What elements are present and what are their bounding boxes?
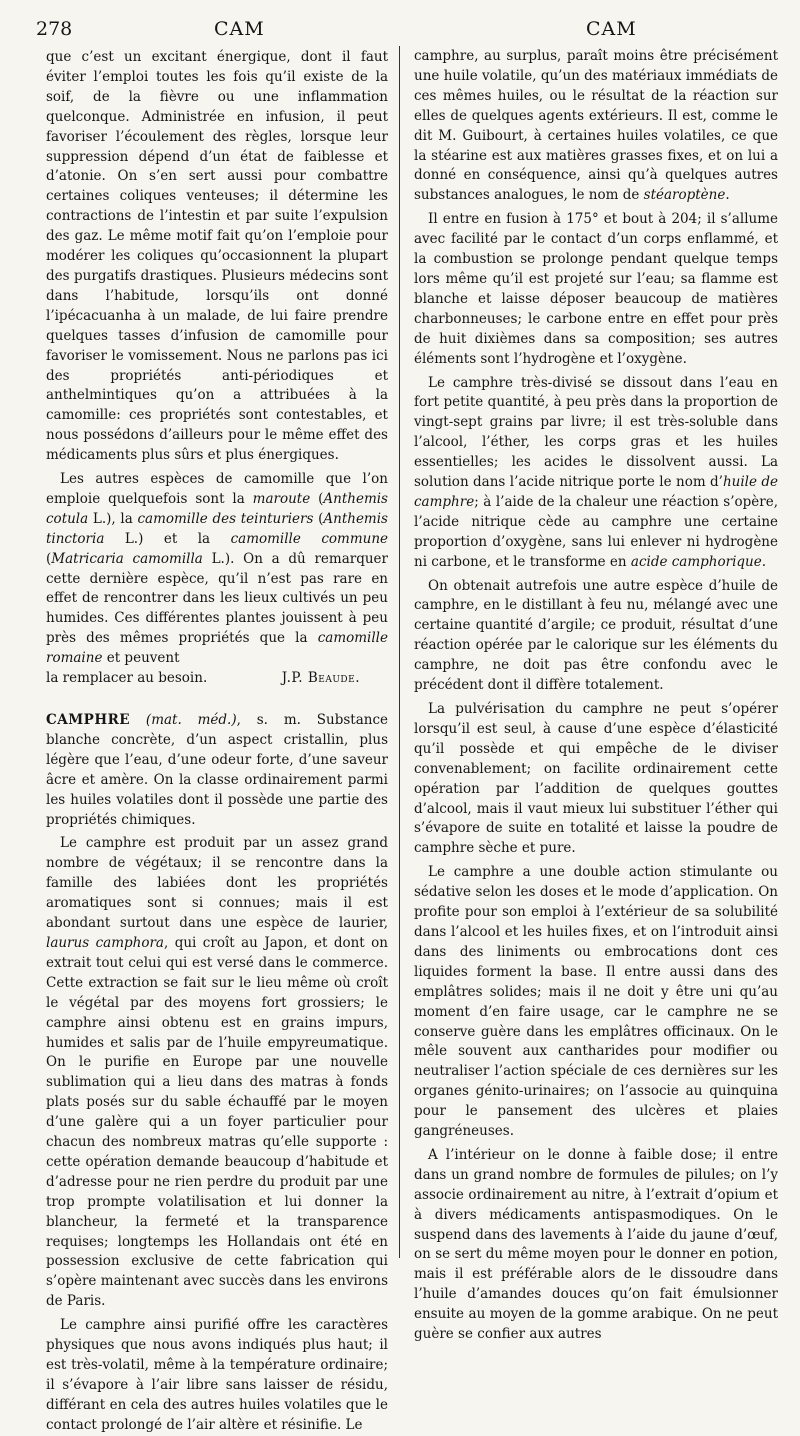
entry-headword: CAMPHRE [46, 712, 131, 728]
paragraph: Le camphre est produit par un assez grand nombre de végétaux; il se rencontre dans la famille des labiées dont les propriétés aromatiques sont si connues; mais il est abondant surtout dans une espèce de laurier, laurus camphora, qui croît au Japon, et dont on extrait tout celui qui est versé dans le commerce. Cette extraction se fait sur le lieu même où croît le végétal par des moyens fort grossiers; le camphre ainsi obtenu est en grains impurs, humides et salis par de l’huile empyreumatique. On le purifie en Europe par une nouvelle sublimation qui a lieu dans des matras à fonds plats posés sur du sable échauffé par le moyen d’une galère qui a un foyer particulier pour chacun des nombreux matras qu’elle supporte : cette opération demande beaucoup d’habitude et d’adresse pour ne rien perdre du produit par une trop prompte volatilisation et lui donner la blancheur, la fermeté et la transparence requises; longtemps les Hollandais ont été en possession exclusive de cette fabrication qui s’opère maintenant avec succès dans les environs de Paris. [46, 835, 388, 1310]
left-column [46, 48, 388, 1436]
paragraph: A l’intérieur on le donne à faible dose; il entre dans un grand nombre de formules de pilules; on l’y associe ordinairement au nitre, à l’extrait d’opium et à divers médicaments antispasmodiques. On le suspend dans des lavements à l’aide du jaune d’œuf, on se sert du même moyen pour le donner en potion, mais il est préférable alors de le dissoudre dans l’huile d’amandes douces qu’on fait émulsionner ensuite au moyen de la gomme arabique. On ne peut guère se confier aux autres [414, 1146, 778, 1343]
signature-line: la remplacer au besoin. J.P. Beaude. [46, 669, 388, 689]
paragraph: La pulvérisation du camphre ne peut s’opérer lorsqu’il est seul, à cause d’une espèce d’élasticité qu’il possède et qui empêche de le diviser convenablement; on facilite ordinairement cette opération par l’addition de quelques gouttes d’alcool, mais il vaut mieux lui substituer l’éther qui s’évapore de suite en totalité et laisse la poudre de camphre sèche et pure. [414, 701, 778, 857]
right-column [414, 47, 778, 1345]
entry-camphre: CAMPHRE (mat. méd.), s. m. Substance blanche concrète, d’un aspect cristallin, plus légère que l’eau, d’une odeur forte, d’une saveur âcre et amère. On la classe ordinairement parmi les huiles volatiles dont il possède une partie des propriétés chimiques. [46, 712, 388, 828]
running-head-left: CAM [214, 18, 265, 40]
author-signature: J.P. Beaude. [281, 670, 360, 687]
paragraph: Le camphre très-divisé se dissout dans l’eau en fort petite quantité, à peu près dans la proportion de vingt-sept grains par livre; il est très-soluble dans l’alcool, l’éther, les corps gras et les huiles essentielles; les acides le dissolvent aussi. La solution dans l’acide nitrique porte le nom d’huile de camphre; à l’aide de la chaleur une réaction s’opère, l’acide nitrique cède au camphre une certaine proportion d’oxygène, sans lui enlever ni hydrogène ni carbone, et le transforme en acide camphorique. [414, 374, 778, 570]
paragraph: que c’est un excitant énergique, dont il faut éviter l’emploi toutes les fois qu’il existe de la soif, de la fièvre ou une inflammation quelconque. Administrée en infusion, il peut favoriser l’écoulement des règles, lorsque leur suppression dépend d’un état de faiblesse et d’atonie. On s’en sert aussi pour combattre certaines coliques venteuses; il détermine les contractions de l’intestin et par suite l’expulsion des gaz. Le même motif fait qu’on l’emploie pour modérer les coliques qu’occasionnent la plupart des purgatifs drastiques. Plusieurs médecins sont dans l’habitude, lorsqu’ils ont donné l’ipécacuanha à un malade, de lui faire prendre quelques tasses d’infusion de camomille pour favoriser le vomissement. Nous ne parlons pas ici des propriétés anti-périodiques et anthelmintiques qu’on a attribuées à la camomille: ces propriétés sont contestables, et nous possédons d’ailleurs pour le même effet des médicaments plus sûrs et plus énergiques. [46, 49, 388, 464]
paragraph: camphre, au surplus, paraît moins être précisément une huile volatile, qu’un des matériaux immédiats de ces mêmes huiles, ou le résultat de la réaction sur elles de quelques agents extérieurs. Il est, comme le dit M. Guibourt, à certaines huiles volatiles, ce que la stéarine est aux matières grasses fixes, et on lui a donné en conséquence, ainsi qu’à quelques autres substances analogues, le nom de stéaroptène. [414, 48, 778, 204]
paragraph: On obtenait autrefois une autre espèce d’huile de camphre, en le distillant à feu nu, mélangé avec une certaine quantité d’argile; ce produit, résultat d’une réaction opérée par le calorique sur les éléments du camphre, ne doit pas être confondu avec le précédent dont il diffère totalement. [414, 577, 778, 694]
paragraph: Les autres espèces de camomille que l’on emploie quelquefois sont la maroute (Anthemis cotula L.), la camomille des teinturiers (Anthemis tinctoria L.) et la camomille commune (Matricaria camomilla L.). On a dû remarquer cette dernière espèce, qu’il n’est pas rare en effet de rencontrer dans les lieux cultivés un peu humides. Ces différentes plantes jouissent à peu près des mêmes propriétés que la camomille romaine et peuvent [46, 471, 389, 667]
paragraph: Il entre en fusion à 175° et bout à 204; il s’allume avec facilité par le contact d’un corps enflammé, et la combustion se prolonge pendant quelque temps lors même qu’il est projeté sur l’eau; sa flamme est blanche et laisse déposer beaucoup de matières charbonneuses; le carbone entre en effet pour près de huit dixièmes dans sa composition; ses autres éléments sont l’hydrogène et l’oxygène. [414, 211, 778, 367]
paragraph: Le camphre ainsi purifié offre les caractères physiques que nous avons indiqués plus haut; il est très-volatil, même à la température ordinaire; il s’évapore à l’air libre sans laisser de résidu, différant en cela des autres huiles volatiles que le contact prolongé de l’air altère et résinifie. Le [46, 1317, 388, 1433]
running-head-right: CAM [586, 18, 637, 40]
paragraph: Le camphre a une double action stimulante ou sédative selon les doses et le mode d’application. On profite pour son emploi à l’extérieur de sa solubilité dans l’alcool et les huiles fixes, et on l’introduit ainsi dans des liniments ou embrocations dont ces liquides forment la base. Il entre aussi dans des emplâtres solides; mais il ne doit y être uni qu’au moment d’en faire usage, car le camphre ne se conserve guère dans les emplâtres officinaux. On le mêle souvent aux cantharides pour modifier ou neutraliser l’action spéciale de ces dernières sur les organes génito-urinaires; on l’associe au quinquina pour le pansement des ulcères et plaies gangréneuses. [414, 864, 778, 1140]
column-rule [399, 46, 400, 1258]
page-number: 278 [36, 18, 73, 40]
